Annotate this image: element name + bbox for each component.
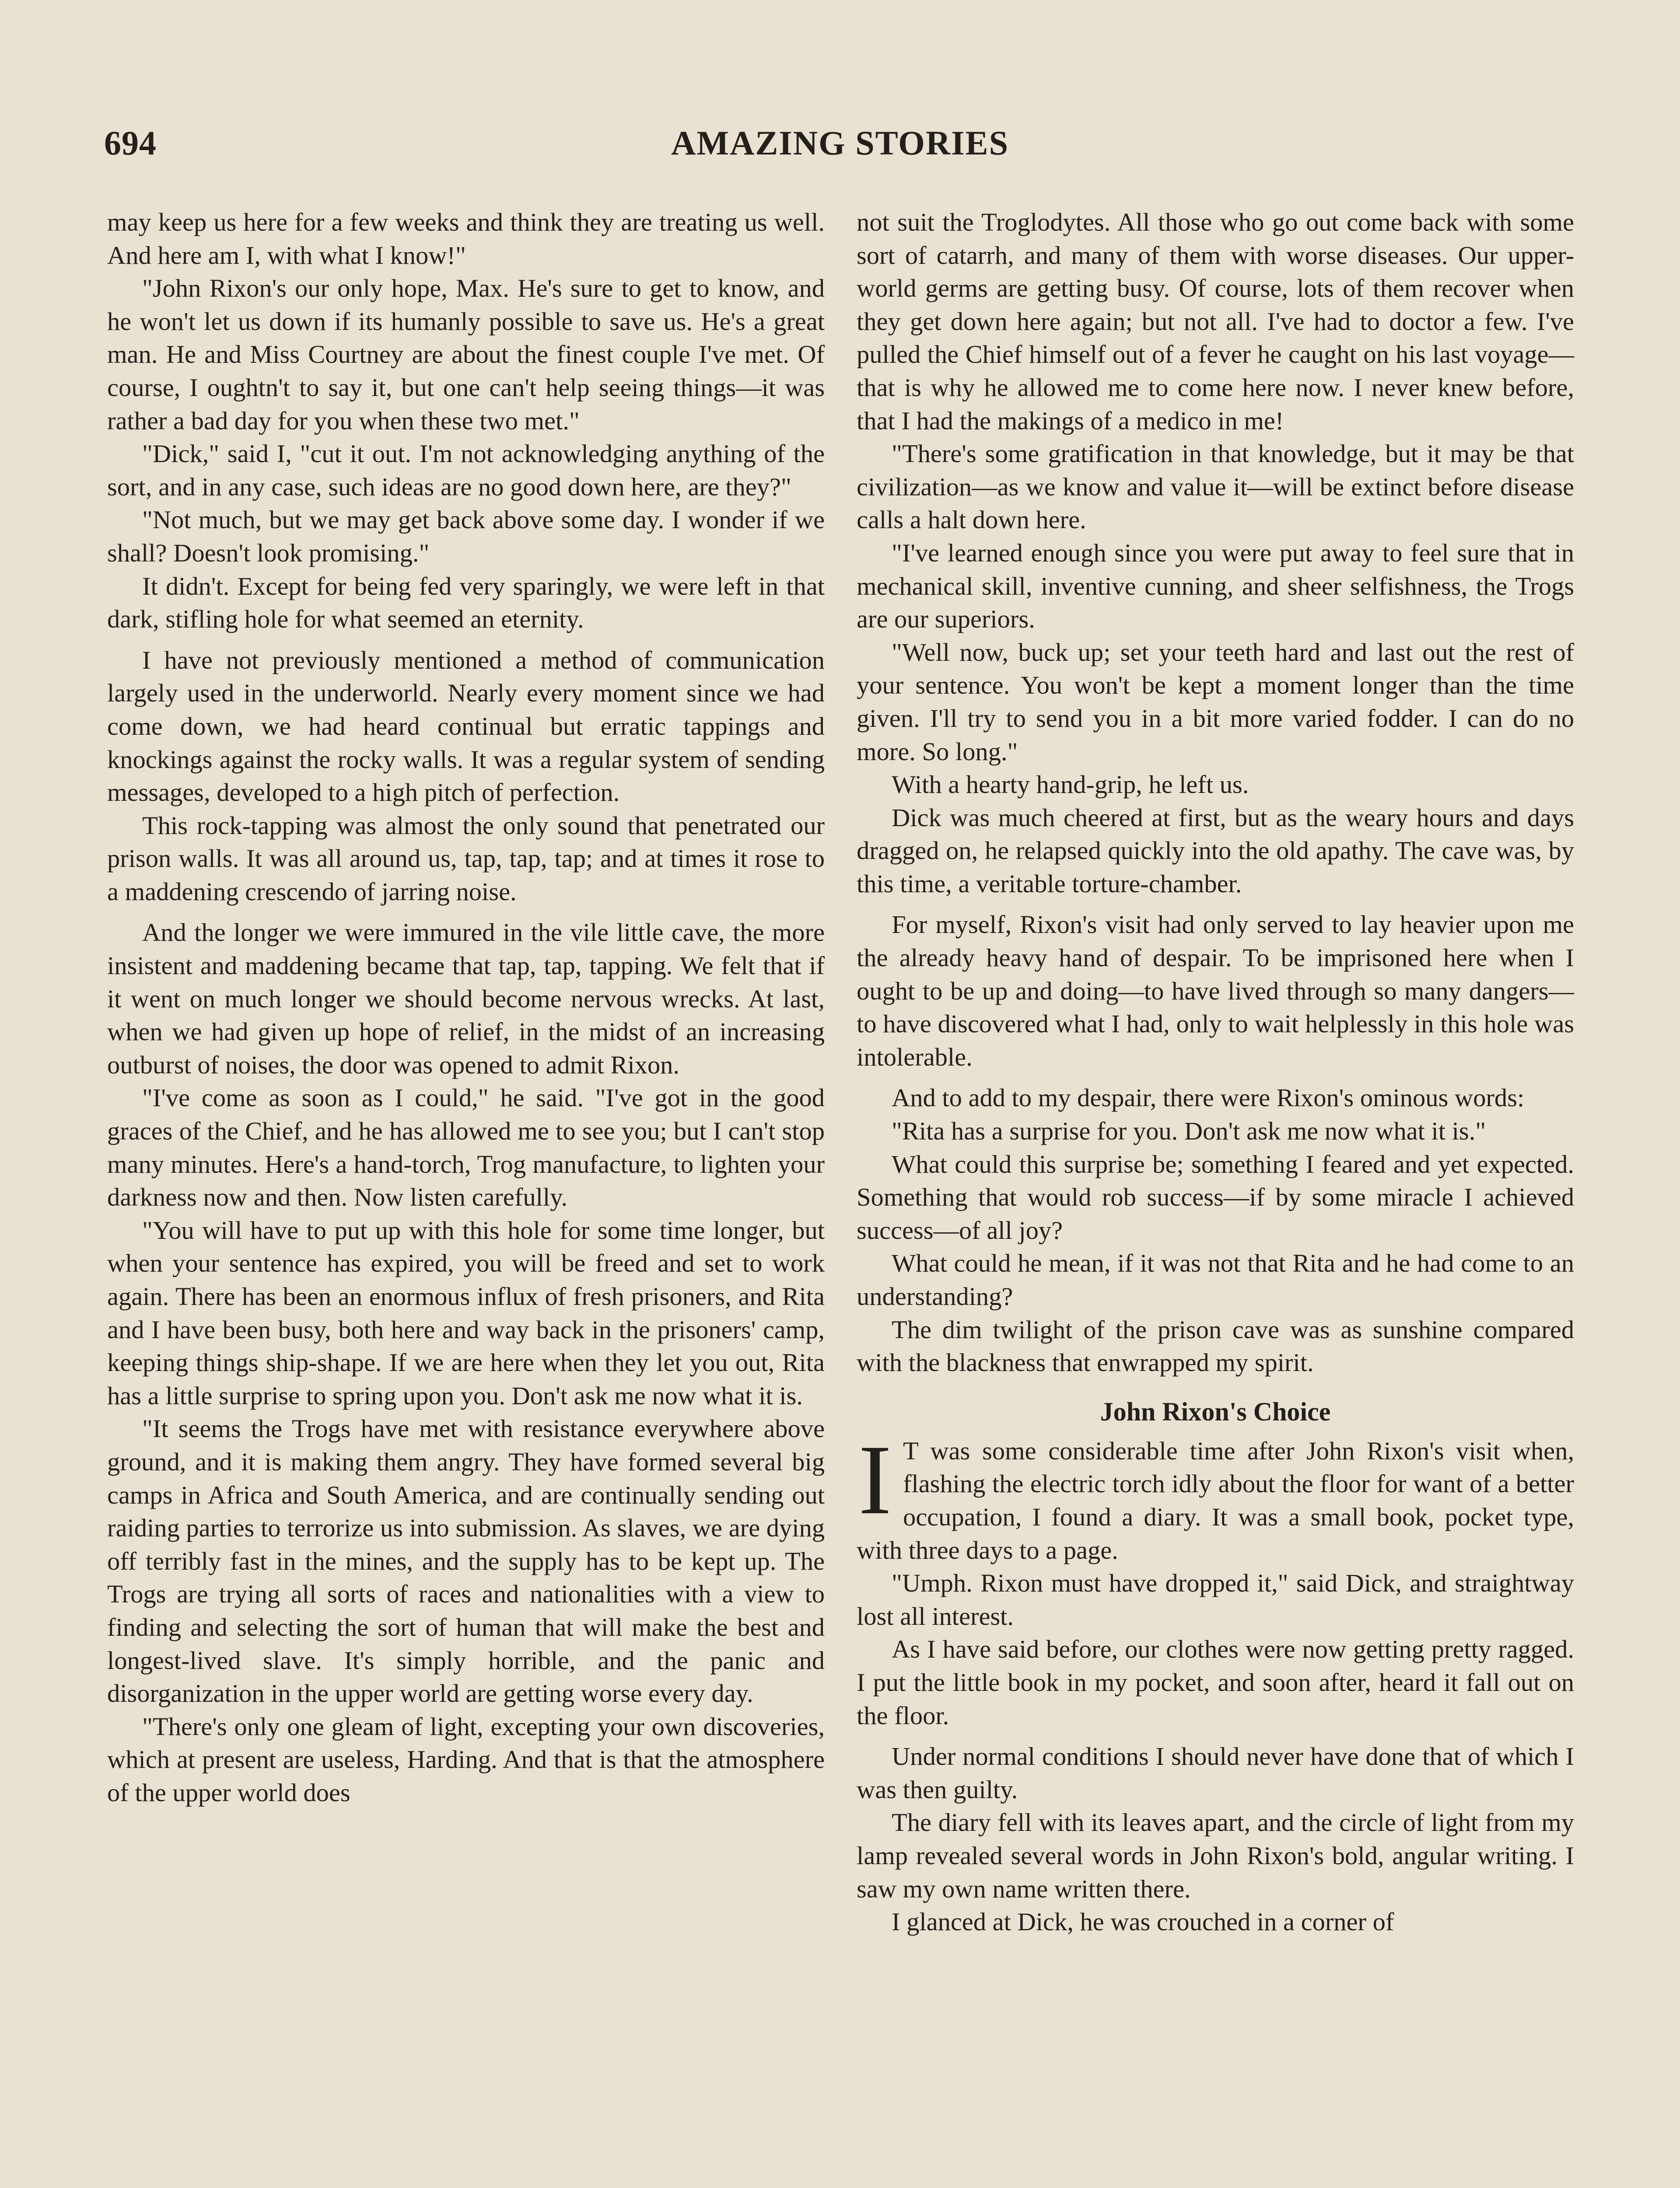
paragraph: "I've come as soon as I could," he said. "I've got in the good graces of the Chief, and he has allowed me to see you; but I can't stop many minutes. Here's a hand-torch, Trog manufacture, to lighten your darkness now and then. Now listen carefully.	[107, 1083, 825, 1212]
page-number: 694	[104, 124, 157, 162]
paragraph	[857, 1424, 1574, 1567]
paragraph: "It seems the Trogs have met with resistance everywhere above ground, and it is making them angry. They have formed several big camps in Africa and South America, and are continually sending out raiding parties to terrorize us into submission. As slaves, we are dying off terribly fast in the mines, and the supply has to be kept up. The Trogs are trying all sorts of races and nationalities with a view to finding and selecting the sort of human that will make the best and longest-lived slave. It's simply horrible, and the panic and disorganization in the upper world are getting worse every day.	[107, 1414, 825, 1708]
left-column	[107, 206, 825, 1809]
paragraph: "There's only one gleam of light, excepting your own discoveries, which at present are useless, Harding. And that is that the atmosphere of the upper world does	[107, 1712, 825, 1807]
paragraph: What could this surprise be; something I feared and yet expected. Something that would rob success—if by some miracle I achieved success—of all joy?	[857, 1150, 1574, 1245]
paragraph: I have not previously mentioned a method of communication largely used in the underworld. Nearly every moment since we had come down, we had heard continual but erratic tappings and knockings against the rocky walls. It was a regular system of sending messages, developed to a high pitch of perfection.	[107, 645, 825, 807]
paragraph: "Umph. Rixon must have dropped it," said Dick, and straightway lost all interest.	[857, 1569, 1574, 1630]
paragraph: As I have said before, our clothes were now getting pretty ragged. I put the little book in my pocket, and soon after, heard it fall out on the floor.	[857, 1635, 1574, 1730]
page-header-title: AMAZING STORIES	[671, 124, 1009, 162]
paragraph: It didn't. Except for being fed very sparingly, we were left in that dark, stifling hole for what seemed an eternity.	[107, 572, 825, 634]
paragraph: may keep us here for a few weeks and think they are treating us well. And here am I, with what I know!"	[107, 208, 825, 270]
paragraph: "John Rixon's our only hope, Max. He's sure to get to know, and he won't let us down if its humanly possible to save us. He's a great man. He and Miss Courtney are about the finest couple I've met. Of course, I oughtn't to say it, but one can't help seeing things—it was rather a bad day for you when these two met."	[107, 274, 825, 435]
paragraph: "Well now, buck up; set your teeth hard and last out the rest of your sentence. You won't be kept a moment longer than the time given. I'll try to send you in a bit more varied fodder. I can do no more. So long."	[857, 638, 1574, 766]
paragraph: "I've learned enough since you were put away to feel sure that in mechanical skill, inventive cunning, and sheer selfishness, the Trogs are our superiors.	[857, 538, 1574, 634]
paragraph: "Rita has a surprise for you. Don't ask me now what it is."	[892, 1117, 1486, 1146]
paragraph: The diary fell with its leaves apart, and the circle of light from my lamp revealed several words in John Rixon's bold, angular writing. I saw my own name written there.	[857, 1808, 1574, 1903]
paragraph: Under normal conditions I should never have done that of which I was then guilty.	[857, 1742, 1574, 1804]
paragraph: "There's some gratification in that knowledge, but it may be that civilization—as we know and value it—will be extinct before disease calls a halt down here.	[857, 439, 1574, 534]
right-column	[857, 206, 1574, 1939]
paragraph: I glanced at Dick, he was crouched in a corner of	[892, 1907, 1394, 1936]
paragraph-text: T was some considerable time after John Rixon's visit when, flashing the electric torch idly about the floor for want of a better occupation, I found a diary. It was a small book, pocket type, with three days to a page.	[857, 1436, 1574, 1564]
paragraph: With a hearty hand-grip, he left us.	[892, 770, 1249, 799]
paragraph: Dick was much cheered at first, but as the weary hours and days dragged on, he relapsed quickly into the old apathy. The cave was, by this time, a veritable torture-chamber.	[857, 803, 1574, 898]
paragraph: "You will have to put up with this hole for some time longer, but when your sentence has expired, you will be freed and set to work again. There has been an enormous influx of fresh prisoners, and Rita and I have been busy, both here and way back in the prisoners' camp, keeping things ship-shape. If we are here when they let you out, Rita has a little surprise to spring upon you. Don't ask me now what it is.	[107, 1216, 825, 1410]
drop-cap: I	[858, 1424, 892, 1535]
paragraph: For myself, Rixon's visit had only served to lay heavier upon me the already heavy hand of despair. To be imprisoned here when I ought to be up and doing—to have lived through so many dangers—to have discovered what I had, only to wait helplessly in this hole was intolerable.	[857, 910, 1574, 1071]
paragraph: What could he mean, if it was not that Rita and he had come to an understanding?	[857, 1249, 1574, 1311]
paragraph: This rock-tapping was almost the only sound that penetrated our prison walls. It was all around us, tap, tap, tap; and at times it rose to a maddening crescendo of jarring noise.	[107, 811, 825, 906]
section-heading: John Rixon's Choice	[1100, 1397, 1331, 1426]
paragraph: "Not much, but we may get back above some day. I wonder if we shall? Doesn't look promising."	[107, 505, 825, 567]
paragraph: The dim twilight of the prison cave was as sunshine compared with the blackness that enwrapped my spirit.	[857, 1315, 1574, 1377]
paragraph: not suit the Troglodytes. All those who go out come back with some sort of catarrh, and many of them with worse diseases. Our upper-world germs are getting busy. Of course, lots of them recover when they get down here again; but not all. I've had to doctor a few. I've pulled the Chief himself out of a fever he caught on his last voyage—that is why he allowed me to come here now. I never knew before, that I had the makings of a medico in me!	[857, 208, 1574, 435]
paragraph: And the longer we were immured in the vile little cave, the more insistent and maddening became that tap, tap, tapping. We felt that if it went on much longer we should become nervous wrecks. At last, when we had given up hope of relief, in the midst of an increasing outburst of noises, the door was opened to admit Rixon.	[107, 918, 825, 1079]
paragraph: "Dick," said I, "cut it out. I'm not acknowledging anything of the sort, and in any case, such ideas are no good down here, are they?"	[107, 439, 825, 501]
paragraph: And to add to my despair, there were Rixon's ominous words:	[892, 1083, 1525, 1112]
